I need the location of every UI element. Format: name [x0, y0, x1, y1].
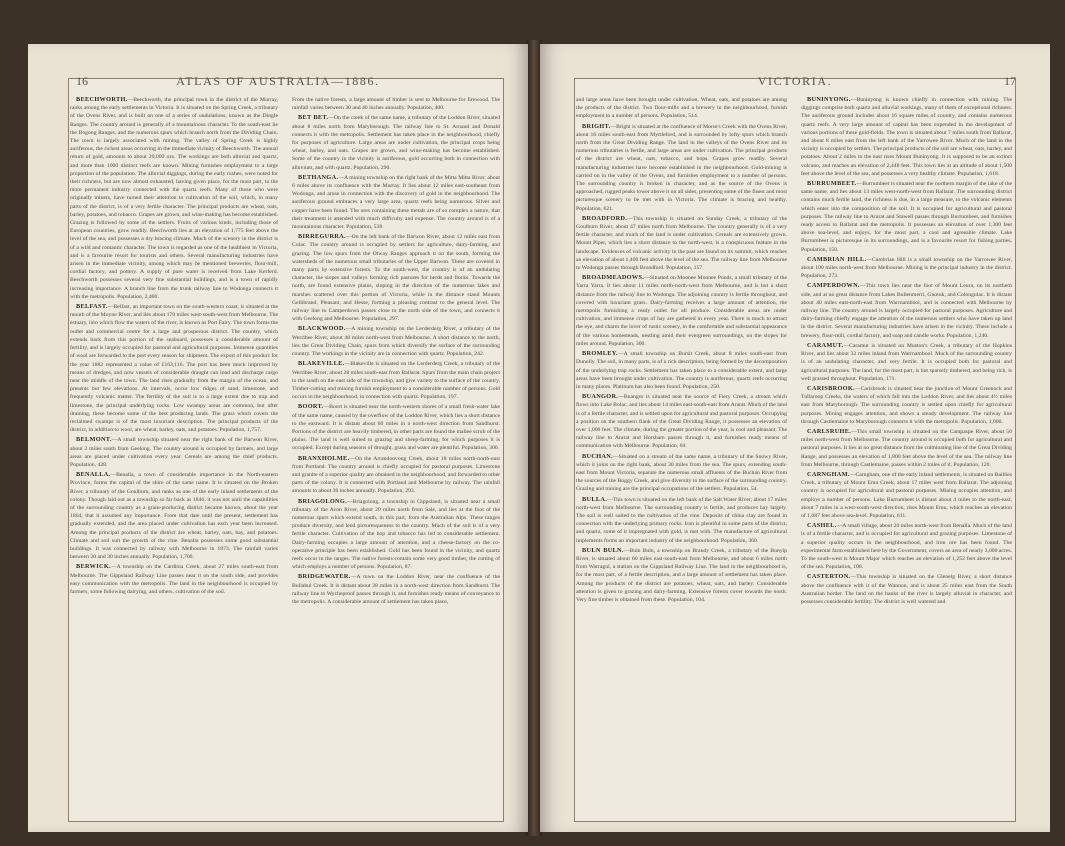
- place-name: BRANXHOLME.: [298, 454, 350, 462]
- entry-text: —This small township is situated on the Campaspe River, about 50 miles north-west from Melbourne. The country around is occupied both for agricultural and pastoral purposes. It lies at no great distance from the culminating line of the Great Dividing Range, and possesses an elevation of 1,800 feet above the level of the sea. The railway line from Melbourne, through Castlemaine, passes within 2 miles of it. Population, 120.: [801, 428, 1012, 468]
- place-name: BELFAST.: [76, 303, 108, 311]
- running-title: ATLAS OF AUSTRALIA—1886.: [176, 74, 380, 88]
- place-name: CASTERTON.: [807, 573, 851, 581]
- entry-text: and large areas have been brought under cultivation. Wheat, oats, and potatoes are among the products of the district. Two flour-mills and a brewery in the neighbourhood, furnish employment to a number of persons. Population, 514.: [576, 97, 787, 120]
- entry-text: —This township is situated on the Glenelg River, a short distance above the confluence with it of the Wannon, and is about 25 miles east from the South Australian border. The land on the banks of the river is largely alluvial in character, and possesses considerable fertility. The district is well watered and: [801, 574, 1012, 605]
- entry-text: —Blakeville is situated on the Lerderderg Creek, a tributary of the Werribee River, about 28 miles south-east from Ballarat. Spurs from the main chain project to the south on the east side of the township, and give variety to the surface of the country. Timber-cutting and mining furnish employment to a considerable number of persons. Gold occurs in the neighbourhood, in connection with quartz. Population, 197.: [292, 361, 500, 401]
- entry-text: —Carisbrook is situated near the junction of Mount Greenock and Tullaroop Creeks, the waters of which fall into the Loddon River, and lies about 4½ miles east from Maryborough. The surrounding country is settled upon chiefly for agricultural purposes. Mining engages attention, and shows a steady development. The railway line through Castlemaine to Maryborough connects it with the metropolis. Population, 1,000.: [801, 385, 1012, 425]
- entry-text: —Situated on Moonee Moonee Ponds, a small tributary of the Yarra Yarra. It lies about 11 miles north-north-west from Melbourne, and is but a short distance from the railway line to Wodonga. The adjoining country is fertile throughout, and covered with luxuriant grass. Dairy-farming receives a large amount of attention, the metropolis furnishing a ready outlet for all produce. Considerable areas are under cultivation, and immense crops of hay are gathered in every year. There is much to attract the eye, and charm the lover of rustic scenery, in the comfortable and substantial appearance of the various homesteads, nestling amid their evergreen surroundings, on the slopes for miles around. Population, 300.: [576, 275, 787, 347]
- text-column: [801, 96, 1012, 816]
- entry-text: —A town on the Loddon River, near the confluence of the Bullabul Creek. It is distant about 28 miles in a north-west direction from Sandhurst. The railway line to Wycheproof passes through it, and furnishes ready means of conveyance to the metropolis. A considerable amount of settlement has taken place,: [292, 574, 500, 605]
- place-name: BLACKWOOD.: [298, 325, 346, 333]
- place-name: BULLA.: [582, 495, 608, 503]
- left-page: [28, 44, 528, 832]
- entry-text: —Benalla, a town of considerable importance in the North-eastern Province, forms the capital of the shire of the same name. It is situated on the Broken River, a tributary of the Goulburn, and ranks as one of the early inland settlements of the colony. Though laid out as a township so far back as 1846, it was not until the capabilities of the surrounding country as a grain-producing district became known, about the year 1864, that it assumed any importance. From that date until the present, settlement has gradually extended, and the area placed under cultivation has each year been increased. Among the principal products of the district are wheat, barley, oats, hay, and potatoes. Climate and soil suit the growth of the vine. Benalla possesses some good substantial buildings. It was connected by railway with Melbourne in 1873. The rainfall varies between 20 and 30 inches annually. Population, 1,700.: [70, 472, 278, 561]
- gazetteer-entry: [292, 360, 500, 401]
- place-name: BULN BULN.: [582, 546, 624, 554]
- gazetteer-entry: [576, 96, 787, 121]
- gazetteer-entry: [801, 573, 1012, 606]
- place-name: BLAKEVILLE.: [298, 360, 345, 368]
- left-page-columns: [70, 96, 500, 816]
- entry-text: —A township on the Cardinia Creek, about 27 miles south-east from Melbourne. The Gippsland Railway Line passes near it on the south side, and provides easy communication with the metropolis. The land in the neighbourhood is occupied by farmers, some following dairying, and others, cultivation of the soil.: [70, 564, 278, 595]
- gazetteer-entry: [801, 96, 1012, 178]
- right-page-header: [540, 74, 1050, 96]
- place-name: BRIDGEWATER.: [298, 573, 351, 581]
- text-column: [576, 96, 787, 816]
- gazetteer-entry: [576, 393, 787, 450]
- gazetteer-entry: [576, 215, 787, 272]
- place-name: CAMBRIAN HILL.: [807, 255, 867, 263]
- entry-text: —Buninyong is known chiefly in connection with mining. The diggings comprise both quartz and alluvial workings, many of them of exceptional richness. The auriferous ground includes about 16 square miles of country, and contains numerous quartz reefs. A very large amount of capital has been expended in the development of various portions of these gold-fields. The town is situated about 7 miles south from Ballarat, and about 8 miles east from the left bank of the Yarrowee River. Much of the land in the vicinity is occupied by settlers. The principal products of the soil are wheat, oats, barley, and potatoes. About 2 miles to the east rises Mount Buninyong. It is supposed to be an extinct volcano, and reaches an elevation of 2,448 feet. This town lies at an altitude of about 1,500 feet above the level of the sea, and possesses a very healthy climate. Population, 1,618.: [801, 97, 1012, 177]
- place-name: BROADMEADOWS.: [582, 274, 645, 282]
- place-name: BUNINYONG.: [807, 96, 851, 103]
- gazetteer-entry: [801, 471, 1012, 520]
- place-name: BOORT.: [298, 403, 324, 411]
- gazetteer-entry: [292, 114, 500, 171]
- entry-text: —On the creek of the same name, a tributary of the Loddon River, situated about 8 miles north from Maryborough. The railway line to St. Arnaud and Donald connects it with the metropolis. Settlement has taken place in the neighbourhood, chiefly for purposes of agriculture. Large areas are under cultivation, the principal crops being wheat, barley, and oats. Grapes are grown, and wine-making has become established. Some of the country in the vicinity is auriferous, gold occurring both in connection with alluvium, and with quartz. Population, 290.: [292, 115, 500, 171]
- gazetteer-entry: [292, 233, 500, 323]
- gazetteer-entry: [70, 563, 278, 596]
- place-name: BET BET.: [298, 114, 329, 122]
- entry-text: —Bright is situated at the confluence of Morse's Creek with the Ovens River, about 16 miles south-east from Myrtleford, and is surrounded by lofty spurs which branch north from the Great Dividing Range. The land in the valleys of the Ovens River and its numerous tributaries is fertile, and large areas are under cultivation. The principal products of the district are wheat, oats, tobacco, and hops. Grapes grow readily. Several manufacturing industries have become established in the neighbourhood. Gold-mining is carried on in the valley of the Ovens, and furnishes employment to a number of persons. The surrounding country is broken in character, and as the source of the Ovens is approached, rugged peaks tower above it on all sides, presenting some of the finest and most picturesque scenery to be met with in Victoria. The climate is bracing and healthy. Population, 621.: [576, 123, 787, 212]
- right-page-columns: [576, 96, 1012, 816]
- gazetteer-entry: [292, 96, 500, 112]
- gazetteer-entry: [576, 547, 787, 604]
- entry-text: —Beechworth, the principal town in the district of the Murray, ranks among the early settlements in Victoria. It is situated on the Spring Creek, a tributary of the Ovens River, and is built on one of a series of undulations, known as the Dingle Ranges. The country around is generally of a mountainous character. To the south-east lie the Bogong Ranges, and the numerous spurs which branch north from the Dividing Chain. The town is largely associated with mining. The valley of Spring Creek is highly auriferous, the richest areas occurring in the immediate vicinity of Beechworth. The annual return of gold, amounts to about 20,000 ozs. The workings are both alluvial and quartz, and more than 1000 distinct reefs are known. Mining furnishes employment to a large proportion of the population. The alluvial diggings, during the early rushes, were noted for their richness, but are now almost exhausted, having given place, for the most part, to the more permanent industry connected with the quartz reefs. Many of those who were originally miners, have turned their attention to cultivation of the soil, which, in many parts of the district, is of a very fertile character. The principal products are wheat, oats, barley, potatoes, and tobacco. Grapes are grown, and wine-making has become established. Grazing is followed by some of the settlers. Fruits of various kinds, including those of European countries, grow readily. Beechworth lies at an elevation of 1,775 feet above the level of the sea, and possesses a dry bracing climate. Much of the scenery in the district is of a wild and romantic character. The town is regarded as one of the healthiest in Victoria, and is a favourite resort for tourists and others. Several manufacturing industries have arisen in the immediate vicinity, among which may be mentioned breweries, flour-mill, cordial factory, and pottery. A supply of pure water is received from Lake Kerferd. Beechworth possesses several very fine substantial buildings, and is a town of rapidly increasing importance. A branch line from the trunk railway line to Wodonga connects it with the metropolis. Population, 2,400.: [70, 97, 278, 300]
- gazetteer-entry: [576, 453, 787, 494]
- entry-text: —Cambrian Hill is a small township on the Yarrowee River, about 100 miles north-west from Melbourne. Mining is the principal industry in the district. Population, 273.: [801, 256, 1012, 280]
- place-name: CASHEL.: [807, 522, 837, 530]
- gazetteer-entry: [801, 522, 1012, 571]
- gazetteer-entry: [576, 123, 787, 213]
- gazetteer-entry: [801, 342, 1012, 383]
- entry-text: —A mining township on the Lerderderg River, a tributary of the Werribee River, about 48 miles north-west from Melbourne. A short distance to the north, lies the Great Dividing Chain, spurs from which diversify the surface of the surrounding country. The workings in the vicinity are in connection with quartz. Population, 242.: [292, 326, 500, 358]
- gazetteer-entry: [292, 403, 500, 452]
- gazetteer-entry: [70, 96, 278, 301]
- entry-text: —On the left bank of the Barwon River, about 12 miles east from Colac. The country around is occupied by settlers for agriculture, dairy-farming, and grazing. The low spurs from the Otway Ranges approach it on the south, forming the watersheds of the numerous small tributaries of the Upper Barwon. These are covered in many parts by extensive forests. To the south-west, the country is of an undulating character, the slopes and valleys forming rich pastures for herds and flocks. Towards the north, are found extensive plains, sloping in the direction of the numerous lakes and marshes scattered over this portion of Victoria, while in the distance stand Mounts Gellibrand, Pleasant, and Hesse, forming a pleasing contrast to the general level. The railway line to Camperdown passes close to the north side of the town, and connects it with Geelong and Melbourne. Population, 297.: [292, 234, 500, 323]
- place-name: BEECHWORTH.: [76, 96, 128, 103]
- gazetteer-entry: [801, 428, 1012, 469]
- page-number: 16: [76, 74, 88, 88]
- place-name: CARLSRUHE.: [807, 427, 852, 435]
- running-title: VICTORIA.: [757, 74, 833, 88]
- gazetteer-entry: [70, 436, 278, 469]
- place-name: CARISBROOK.: [807, 384, 855, 392]
- entry-text: —Situated on a stream of the same name, a tributary of the Snowy River, which it joins on the right bank, about 30 miles from the sea. The spurs, extending south-east from Mount Victoria, separate the numerous small affluents of the Buchan River from the sources of the Boggy Creek, and give diversity to the surface of the surrounding country. Grazing and mining are the principal occupations of the settlers. Population, 54.: [576, 453, 787, 493]
- text-column: [70, 96, 278, 816]
- entry-text: —Buangor is situated near the source of Fiery Creek, a stream which flows into Lake Bolac, and lies about 14 miles east-south-east from Ararat. Much of the land is of a fertile character, and is settled upon for agricultural and pastoral purposes. Occupying a position on the southern flank of the Great Dividing Range, it possesses an elevation of over 1,000 feet. The climate, during the greater portion of the year, is cool and pleasant. The railway line to Ararat and Horsham passes through it, and furnishes ready means of communication with Melbourne. Population, 60.: [576, 394, 787, 450]
- place-name: BERWICK.: [76, 563, 111, 571]
- gazetteer-entry: [292, 498, 500, 572]
- gazetteer-entry: [70, 303, 278, 434]
- gazetteer-entry: [292, 325, 500, 358]
- place-name: BURRUMBEET.: [807, 180, 857, 188]
- gazetteer-entry: [292, 573, 500, 606]
- entry-text: —Briagolong, a township in Gippsland, is situated near a small tributary of the Avon River, about 20 miles north from Sale, and lies at the foot of the numerous spurs which extend south, in this part, from the Australian Alps. These ranges produce diversity, and lend picturesqueness to the country. Much of the soil is of a very fertile character. Cultivation of the hop and tobacco has led to considerable settlement. Dairy-farming occupies a large amount of attention, and a cheese-factory on the co-operative principle has been established. Gold has been found in the vicinity, and quartz reefs occur in the ranges. The native forests contain some very good timber, the cutting of which employs a number of persons. Population, 87.: [292, 498, 500, 571]
- text-column: [292, 96, 500, 816]
- place-name: BIRREGURRA.: [298, 233, 346, 241]
- gazetteer-entry: [801, 180, 1012, 254]
- place-name: BENALLA.: [76, 471, 111, 479]
- gazetteer-entry: [70, 471, 278, 561]
- entry-text: —Boort is situated near the north-western shores of a small fresh-water lake of the same name, caused by the overflow of the Loddon River, which lies a short distance to the eastward. It is distant about 60 miles in a north-west direction from Sandhurst. Portions of the district are heavily timbered, in other parts are found the mallee scrub of the plains. The land is well suited to grazing and sheep-farming, for which purposes it is occupied. Except during seasons of drought, grass and water are plentiful. Population, 300.: [292, 404, 500, 452]
- place-name: BROMLEY.: [582, 350, 618, 358]
- entry-text: From the native forests, a large amount of timber is sent to Melbourne for firewood. The rainfall varies between 30 and 40 inches annually. Population, 400.: [292, 97, 500, 112]
- place-name: CAMPERDOWN.: [807, 282, 860, 290]
- gazetteer-entry: [292, 174, 500, 231]
- entry-text: —A small township situated near the right bank of the Barwon River, about 2 miles south from Geelong. The country around is occupied by farmers, and large areas are placed under cultivation every year. Cereals are among the chief products. Population, 428.: [70, 437, 278, 468]
- entry-text: —Burrumbeet is situated near the northern margin of the lake of the same name, and lies about 13 miles west-north-west from Ballarat. The surrounding district contains much fertile land, the richness is due, in a large measure, to the volcanic elements which enter into the composition of the soil. It is occupied for agricultural and pastoral purposes. The railway line to Ararat and Stawell passes through Burrumbeet, and furnishes ready access to Ballarat and the metropolis. It possesses an elevation of over 1,300 feet above sea-level, and enjoys, for the most part, a cool and agreeable climate. Lake Burrumbeet is picturesque in its surroundings, and is a favourite resort for fishing parties. Population, 150.: [801, 181, 1012, 253]
- entry-text: —Belfast, an important town on the south-western coast, is situated at the mouth of the Moyne River, and lies about 170 miles west-south-west from Melbourne. The estuary, into which flow the waters of the river, is known as Port Fairy. The town forms the outlet and commercial centre for a large and prosperous district. The country, which extends back from this portion of the seaboard, possesses a considerable amount of fertility, and is largely occupied for pastoral and agricultural purposes. Immense quantities of wool are forwarded to the port every season for shipment. The export of this product for the year 1882 represented a value of £163,116. The port has been much improved by means of dredges, and now vessels of considerable draught can load and discharge cargo near the middle of the town. The land rises gradually from the margin of the ocean, and presents but few elevations. At intervals, occur low ridges of sand, limestone, and frequently volcanic matter. The fertility of the soil is to a large extent due to trap and limestone, the principal underlying rocks. Low swampy areas are common, but after draining, these become some of the best producing lands. The grass which covers the reclaimed swamps is of the most luxuriant description. The principal products of the district, in addition to wool, are wheat, barley, oats, and potatoes. Population, 1,757.: [70, 304, 278, 434]
- place-name: BETHANGA.: [298, 173, 339, 181]
- entry-text: —This township is situated on Sunday Creek, a tributary of the Goulburn River, about 47 miles north from Melbourne. The country generally is of a very fertile character, and much of the land is under cultivation. Cereals are extensively grown. Mount Piper, which lies a short distance to the north-west, is a conspicuous feature in the landscape. Evidences of volcanic activity in the past are found on its summit, which reaches an elevation of about 1,400 feet above the level of the sea. The railway line from Melbourne to Wodonga passes through Broadford. Population, 157.: [576, 215, 787, 272]
- entry-text: —This town lies near the foot of Mount Leura, on its northern side, and at no great distance from Lakes Bullenmerri, Gnotuk, and Colongulac. It is distant about 40 miles east-north-east from Warrnambool, and is connected with Melbourne by railway line. The country around is largely occupied for pastoral purposes. Agriculture and dairy-farming chiefly engage the attention of the numerous settlers who have taken up land in the district. Several manufacturing industries have arisen in the vicinity. These include a brewery, flour-mill, cordial factory, and soap and candle works. Population, 1,246.: [801, 283, 1012, 339]
- gazetteer-entry: [576, 274, 787, 348]
- place-name: CARNGHAM.: [807, 470, 850, 478]
- place-name: BUCHAN.: [582, 452, 613, 460]
- place-name: BELMONT.: [76, 436, 112, 444]
- gazetteer-entry: [576, 350, 787, 391]
- right-page: [540, 44, 1050, 832]
- entry-text: —A mining township on the right bank of the Mitta Mitta River, about 6 miles above its confluence with the Murray. It lies about 12 miles east-southeast from Wodonga, and arose in connection with the discovery of gold in the neighbourhood. The auriferous ground embraces a very large area, quartz reefs being numerous. Silver and copper have been found. The ores containing these metals are of so complex a nature, that their treatment is attended with much difficulty and expense. The country around is of a mountainous character. Population, 538.: [292, 174, 500, 231]
- place-name: BUANGOR.: [582, 393, 619, 401]
- gazetteer-entry: [801, 385, 1012, 426]
- place-name: BRIGHT.: [582, 122, 611, 130]
- entry-text: —A small village, about 20 miles north-west from Benalla. Much of the land is of a fertile character, and is occupied for agricultural and grazing purposes. Limestone of a superior quality occurs in the neighbourhood, and iron ore has been found. The experimental farm established here by the Government, covers an area of nearly 3,000 acres. To the south-west is Mount Major which reaches an elevation of 1,252 feet above the level of the sea. Population, 108.: [801, 523, 1012, 571]
- entry-text: —Caramut is situated on Muston's Creek, a tributary of the Hopkins River, and lies about 32 miles inland from Warrnambool. Much of the surrounding country is of an undulating character, and very fertile. It is occupied both for pastoral and agricultural purposes. The land, for the most part, is but sparsely timbered, and being rich, is well grassed throughout. Population, 171.: [801, 342, 1012, 382]
- place-name: BROADFORD.: [582, 214, 628, 222]
- place-name: CARAMUT.: [807, 341, 844, 349]
- entry-text: —Carngham, one of the early inland settlements, is situated on Baillies Creek, a tributary of Mount Emu Creek, about 17 miles west from Ballarat. The adjoining country is occupied for agricultural and pastoral purposes. Mining occupies attention, and employs a number of persons. Lake Burrumbeet is distant about 4 miles to the north-east; about 7 miles in a west-south-west direction, rises Mount Emu, which reaches an elevation of 1,687 feet above sea-level. Population, 611.: [801, 471, 1012, 519]
- left-page-header: [28, 74, 528, 96]
- gazetteer-entry: [292, 455, 500, 496]
- page-number: 17: [1004, 74, 1016, 88]
- gazetteer-entry: [576, 496, 787, 545]
- entry-text: —This town is situated on the left bank of the Salt Water River, about 17 miles north-west from Melbourne. The surrounding country is fertile, and produces hay largely. The soil is well suited to the cultivation of the vine. Deposits of china clay are found in connection with the underlying primary rocks. Iron is plentiful in some parts of the district, and quartz, some of it impregnated with gold, is met with. The manufacture of agricultural implements forms an important industry of the neighbourhood. Population, 360.: [576, 496, 787, 544]
- entry-text: —Buln Buln, a township on Brandy Creek, a tributary of the Bunyip River, is situated about 60 miles east-south-east from Melbourne, and about 6 miles north from Warragul, a station on the Gippsland Railway Line. The land in the neighbourhood is, for the most part, of a fertile description, and a large amount of settlement has taken place. Among the products of the district are potatoes, wheat, oats, and barley. Considerable attention is given to grazing and dairy-farming. Extensive forests cover towards the north. Very fine timber is obtained from these. Population, 104.: [576, 547, 787, 603]
- entry-text: —A small township on Bursit Creek, about 8 miles south-east from Dunolly. The soil, in many parts, is of a rich description, being formed by the decomposition of the underlying trap rocks. Settlement has taken place to a considerable extent, and large areas have been brought under cultivation. The country is auriferous, quartz reefs occurring in many places. Platinum has also been found. Population, 250.: [576, 351, 787, 390]
- place-name: BRIAGOLONG.: [298, 497, 347, 505]
- entry-text: —On the Arrandoovong Creek, about 18 miles north-north-east from Portland. The country around is chiefly occupied for pastoral purposes. Limestone and granite of a superior quality are obtained in the neighbourhood, and forwarded to other parts of the colony. It is connected with Portland and Melbourne by railway. The rainfall amounts to about 30 inches annually. Population, 293.: [292, 455, 500, 495]
- gazetteer-entry: [801, 282, 1012, 339]
- gazetteer-entry: [801, 256, 1012, 281]
